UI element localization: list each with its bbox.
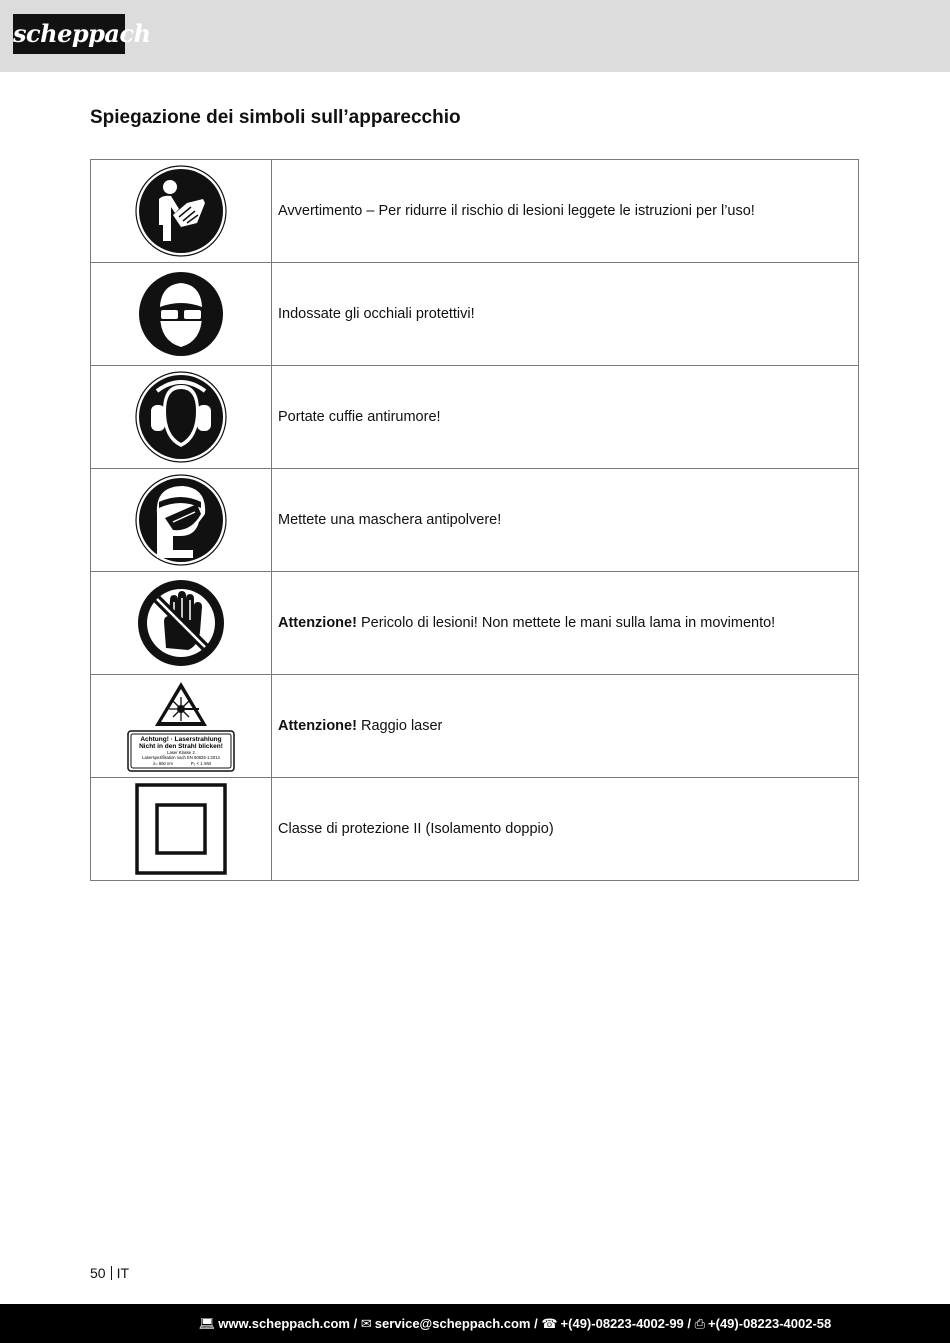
symbol-description: Avvertimento – Per ridurre il rischio di lesioni leggete le istruzioni per l’uso! [272, 160, 859, 263]
page-footer [0, 1304, 950, 1343]
footer-fax: +(49)-08223-4002-58 [708, 1316, 832, 1331]
footer-website: www.scheppach.com / [218, 1316, 358, 1331]
symbols-table [90, 159, 859, 881]
footer-phone: +(49)-08223-4002-99 / [560, 1316, 691, 1331]
icon-cell [91, 366, 272, 469]
computer-icon: 💻︎ [198, 1316, 216, 1331]
table-row [91, 675, 859, 778]
no-hands-icon [136, 578, 226, 668]
table-row [91, 366, 859, 469]
laser-label-line2: Nicht in den Strahl blicken! [139, 743, 223, 750]
table-row [91, 263, 859, 366]
laser-label-line5a: λ= 650 nm [153, 761, 173, 766]
symbol-description: Classe di protezione II (Isolamento doppio) [272, 778, 859, 881]
symbol-description: Indossate gli occhiali protettivi! [272, 263, 859, 366]
icon-cell [91, 160, 272, 263]
laser-warning-icon [127, 680, 235, 772]
fax-icon: ⎙ [694, 1316, 706, 1331]
protection-class-ii-icon [135, 783, 227, 875]
read-manual-icon [135, 165, 227, 257]
table-row [91, 572, 859, 675]
symbol-description: Mettete una maschera antipolvere! [272, 469, 859, 572]
symbol-description: Portate cuffie antirumore! [272, 366, 859, 469]
table-row [91, 469, 859, 572]
icon-cell [91, 572, 272, 675]
mail-icon: ✉ [360, 1316, 372, 1331]
divider [111, 1266, 112, 1280]
symbol-description: Attenzione! Pericolo di lesioni! Non mettete le mani sulla lama in movimento! [272, 572, 859, 675]
laser-label-line3: Laser Klasse 2 [167, 750, 195, 755]
page-number: 50 IT [90, 1265, 130, 1281]
icon-cell [91, 469, 272, 572]
icon-cell [91, 675, 272, 778]
icon-cell [91, 263, 272, 366]
dust-mask-icon [135, 474, 227, 566]
icon-cell [91, 778, 272, 881]
symbol-description: Attenzione! Raggio laser [272, 675, 859, 778]
laser-label-line4: Laserspezifikation nach EN 60825-1:2014 [142, 755, 220, 760]
footer-email: service@scheppach.com / [374, 1316, 538, 1331]
page-title: Spiegazione dei simboli sull’apparecchio [90, 107, 461, 128]
scheppach-logo: scheppach [13, 14, 125, 54]
ear-protection-icon [135, 371, 227, 463]
table-row [91, 778, 859, 881]
table-row [91, 160, 859, 263]
safety-goggles-icon [138, 271, 224, 357]
page-header [0, 0, 950, 72]
laser-label-line5b: P₀ < 1 mW [190, 761, 212, 766]
phone-icon: ☎ [541, 1316, 558, 1331]
laser-label-line1: Achtung! · Laserstrahlung [140, 736, 222, 743]
